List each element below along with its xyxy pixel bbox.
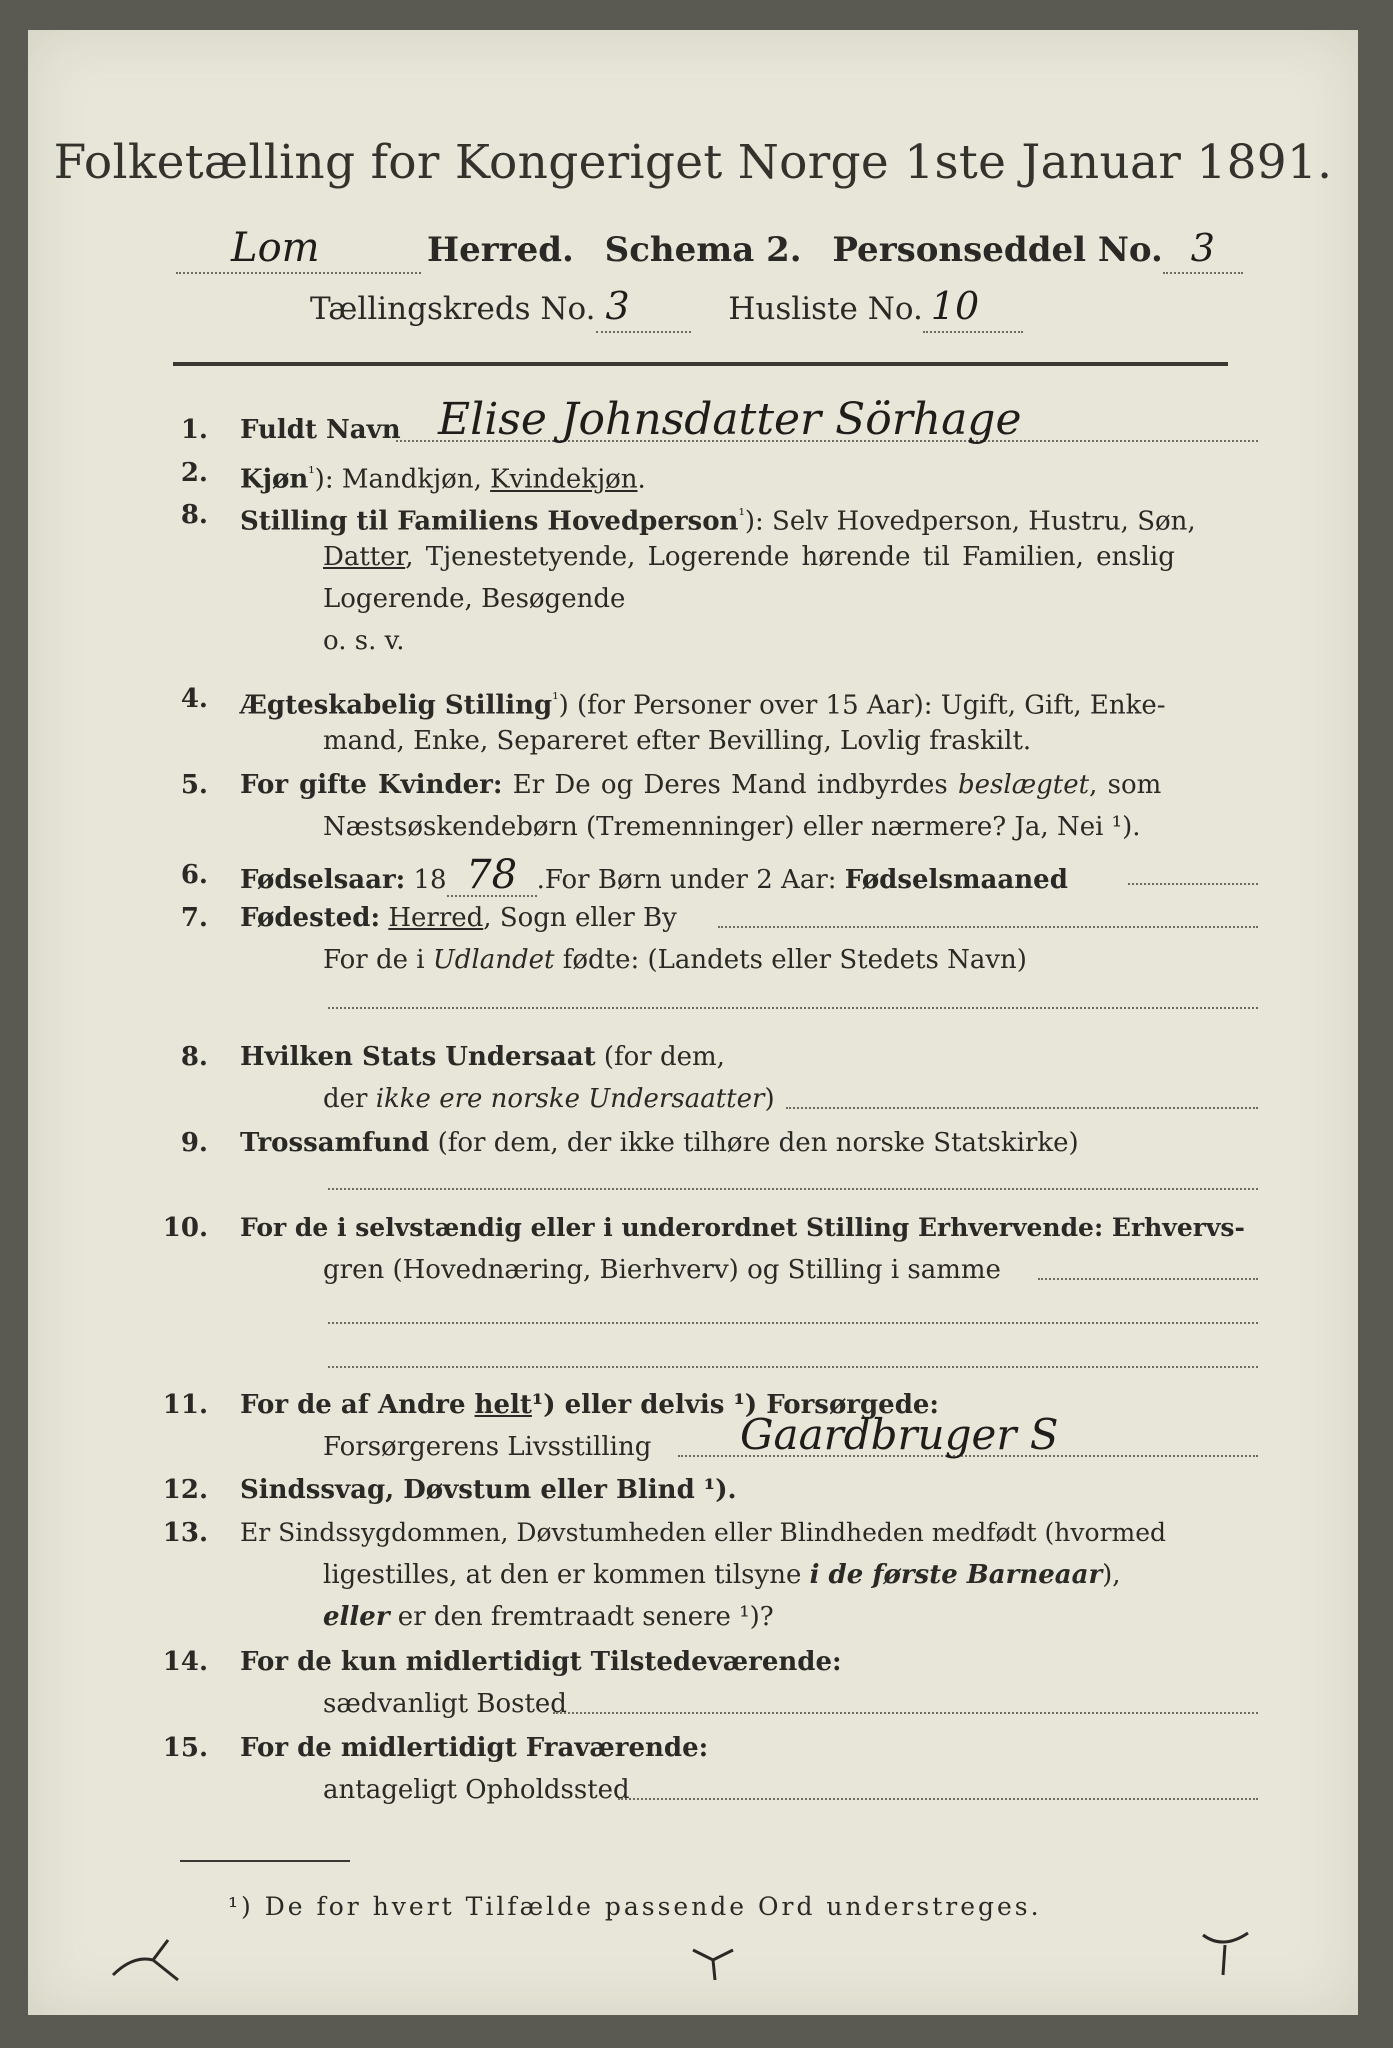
q14-line xyxy=(553,1712,1258,1714)
q5-line1-b: , som xyxy=(1089,770,1162,800)
corner-mark-center xyxy=(683,1940,743,1990)
q14-number: 14. xyxy=(162,1647,208,1677)
q14-line2: sædvanligt Bosted xyxy=(323,1689,567,1719)
q13-line2-b: ), xyxy=(1102,1560,1121,1590)
taellingskreds-label: Tællingskreds No. xyxy=(310,291,596,327)
q7-line2 xyxy=(323,945,1027,975)
q15-line1: For de midlertidigt Fraværende: xyxy=(240,1733,709,1763)
q6-number: 6. xyxy=(180,860,208,890)
q3-line3: Logerende, Besøgende xyxy=(323,584,626,614)
q13-eller: eller xyxy=(323,1602,390,1632)
q3-line4: o. s. v. xyxy=(323,626,405,656)
q7-blank-line xyxy=(328,1007,1258,1009)
taellingskreds-value: 3 xyxy=(605,284,630,328)
q4-line1-text: ) (for Personer over 15 Aar): Ugift, Gift, Enke- xyxy=(558,690,1166,721)
q3-line2 xyxy=(323,542,1175,572)
q2-text xyxy=(240,458,646,495)
husliste-value: 10 xyxy=(930,284,980,328)
personseddel-field xyxy=(1163,226,1243,274)
q2-label: Kjøn xyxy=(240,464,309,495)
q12-number: 12. xyxy=(162,1475,208,1505)
q8-label: Hvilken Stats Undersaat xyxy=(240,1042,596,1072)
q7-number: 7. xyxy=(180,903,208,933)
q3-line1: Stilling til Familiens Hovedperson$^{^1}$): Selv Hovedperson, Hustru, Søn, xyxy=(240,505,1196,537)
q4-label: Ægteskabelig Stilling xyxy=(240,690,553,721)
q8-line xyxy=(786,1107,1258,1109)
q3-line2-text: , Tjenestetyende, Logerende hørende til Familien, enslig xyxy=(405,542,1175,572)
q13-barneaar: i de første Barneaar xyxy=(809,1560,1103,1590)
q6-year-field xyxy=(447,852,537,898)
q9-label: Trossamfund xyxy=(240,1128,430,1158)
header-line-kreds xyxy=(310,284,1023,333)
q7-rest: , Sogn eller By xyxy=(483,903,677,933)
husliste-field xyxy=(923,284,1023,333)
q13-line1: Er Sindssygdommen, Døvstumheden eller Blindheden medfødt (hvormed xyxy=(240,1518,1167,1547)
q7-line2-a: For de i xyxy=(323,945,433,975)
q5-label: For gifte Kvinder: xyxy=(240,770,503,800)
q15-number: 15. xyxy=(162,1733,208,1763)
q11-line2: Forsørgerens Livsstilling xyxy=(323,1432,652,1462)
form-title: Folketælling for Kongeriget Norge 1ste Januar 1891. xyxy=(53,135,1333,190)
q6-year-value: 78 xyxy=(466,852,518,898)
q4-line1: Ægteskabelig Stilling$^{^1}$) (for Personer over 15 Aar): Ugift, Gift, Enke- xyxy=(240,689,1166,721)
q13-line3-b: er den fremtraadt senere ¹)? xyxy=(389,1602,774,1632)
q9-number: 9. xyxy=(180,1128,208,1158)
q3-line1-text: ): Selv Hovedperson, Hustru, Søn, xyxy=(744,506,1196,537)
q10-line1: For de i selvstændig eller i underordnet Stilling Erhvervende: Erhvervs- xyxy=(240,1213,1245,1242)
q9-line1-text: (for dem, der ikke tilhøre den norske Statskirke) xyxy=(429,1128,1079,1158)
q13-number: 13. xyxy=(162,1518,208,1548)
q6-month-line xyxy=(1128,883,1258,885)
footnote: ¹) De for hvert Tilfælde passende Ord understreges. xyxy=(228,1892,1042,1921)
q5-number: 5. xyxy=(180,770,208,800)
q8-ikke: ikke ere norske Undersaatter xyxy=(375,1084,765,1114)
q6-line xyxy=(240,852,1068,898)
q7-herred: Herred xyxy=(388,903,484,933)
herred-field xyxy=(176,226,421,274)
q2-text-c: . xyxy=(637,464,646,495)
q1-label: Fuldt Navn xyxy=(240,415,401,445)
q1-name-value: Elise Johnsdatter Sörhage xyxy=(438,394,1022,445)
q5-line1-a: Er De og Deres Mand indbyrdes xyxy=(502,770,959,800)
q8-line1-text: (for dem, xyxy=(595,1042,725,1072)
q6-label: Fødselsaar: xyxy=(240,865,406,895)
q1-number: 1. xyxy=(180,415,208,445)
personseddel-label: Personseddel No. xyxy=(832,230,1163,270)
q6-prefix: 18 xyxy=(405,865,447,895)
q7-line1 xyxy=(240,903,677,933)
q7-udlandet: Udlandet xyxy=(432,945,555,975)
q11-helt: helt xyxy=(474,1390,532,1420)
q6-rest: .For Børn under 2 Aar: xyxy=(536,865,845,895)
q10-number: 10. xyxy=(162,1213,208,1243)
q5-line1 xyxy=(240,770,1161,800)
q13-line2 xyxy=(323,1560,1121,1590)
q13-line2-a: ligestilles, at den er kommen tilsyne xyxy=(323,1560,810,1590)
herred-label: Herred. xyxy=(427,230,574,270)
q14-line1: For de kun midlertidigt Tilstedeværende: xyxy=(240,1647,842,1677)
q10-line2-dots xyxy=(1038,1278,1258,1280)
header-line-herred xyxy=(176,226,1243,274)
q3-number: 8. xyxy=(180,500,208,530)
herred-value: Lom xyxy=(231,225,320,271)
header-rule xyxy=(173,362,1228,366)
q3-label: Stilling til Familiens Hovedperson xyxy=(240,506,739,537)
q10-line2: gren (Hovednæring, Bierhverv) og Stilling i samme xyxy=(323,1255,1001,1285)
personseddel-value: 3 xyxy=(1190,226,1215,270)
q6-fodselsmaaned: Fødselsmaaned xyxy=(844,865,1068,895)
q4-line2: mand, Enke, Separeret efter Bevilling, Lovlig fraskilt. xyxy=(323,726,1032,756)
q8-line1 xyxy=(240,1042,725,1072)
q7-line2-b: fødte: (Landets eller Stedets Navn) xyxy=(554,945,1027,975)
q10-blank-line-2 xyxy=(328,1366,1258,1368)
q10-blank-line-1 xyxy=(328,1322,1258,1324)
q2-sup: ¹ xyxy=(308,463,315,482)
q8-line2-b: ) xyxy=(764,1084,775,1114)
q9-blank-line xyxy=(328,1188,1258,1190)
q12-line1: Sindssvag, Døvstum eller Blind ¹). xyxy=(240,1475,737,1505)
q8-line2-a: der xyxy=(323,1084,376,1114)
q8-line2 xyxy=(323,1084,775,1114)
taellingskreds-field xyxy=(596,284,691,333)
q7-label: Fødested: xyxy=(240,903,381,933)
q15-line xyxy=(618,1798,1258,1800)
q11-line1-a: For de af Andre xyxy=(240,1390,475,1420)
q2-number: 2. xyxy=(180,458,208,488)
q3-datter: Datter xyxy=(323,542,406,572)
q11-livsstilling-value: Gaardbruger S xyxy=(740,1410,1059,1459)
q9-line1 xyxy=(240,1128,1079,1158)
q2-text-a: ): Mandkjøn, xyxy=(314,464,491,495)
q2-kvindekjon: Kvindekjøn xyxy=(490,464,638,495)
census-form-sheet xyxy=(28,30,1358,2015)
q5-line2: Næstsøskendebørn (Tremenninger) eller nærmere? Ja, Nei ¹). xyxy=(323,812,1141,842)
q15-line2: antageligt Opholdssted xyxy=(323,1775,630,1805)
husliste-label: Husliste No. xyxy=(728,291,923,327)
schema-label: Schema 2. xyxy=(604,230,802,270)
q7-line1-dots xyxy=(718,926,1258,928)
q11-line1-b: ¹) eller delvis ¹) Forsørgede: xyxy=(531,1390,940,1420)
q8-number: 8. xyxy=(180,1042,208,1072)
corner-mark-right xyxy=(1193,1925,1263,1985)
corner-mark-left xyxy=(108,1930,188,1990)
q5-beslaegtet: beslægtet xyxy=(958,770,1090,800)
q4-number: 4. xyxy=(180,684,208,714)
q13-line3 xyxy=(323,1602,774,1632)
footnote-rule xyxy=(180,1860,350,1862)
q11-number: 11. xyxy=(162,1390,208,1420)
